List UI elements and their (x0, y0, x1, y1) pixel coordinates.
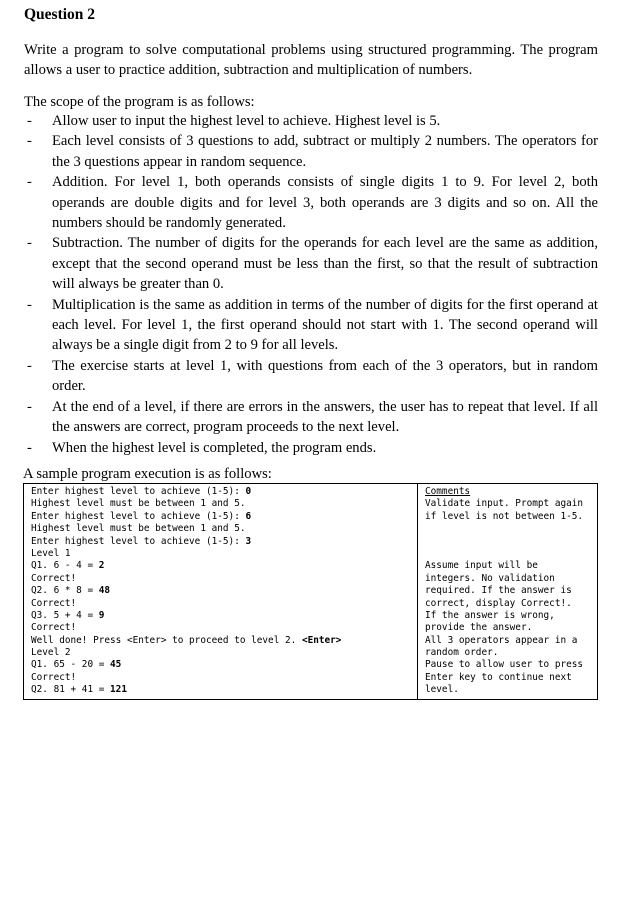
user-input: 6 (245, 510, 252, 522)
scope-item-text: Addition. For level 1, both operands consists of single digits 1 to 9. For level 2, both operands are double digits and for level 3, both operands are 3 digits and so on. All the numbers should be randomly generated. (52, 174, 598, 232)
user-input: 121 (110, 684, 127, 696)
bullet-dash: - (27, 235, 32, 252)
user-input: 2 (98, 560, 105, 572)
bullet-dash: - (27, 113, 32, 129)
scope-item (24, 356, 598, 397)
comment-line: Validate input. Prompt again (425, 498, 584, 510)
scope-item-text: Multiplication is the same as addition in terms of the number of digits for the first operand at each level. For level 1, the first operand should not start with 1. The second operand will always be a single digit from 2 to 9 for all levels. (52, 296, 598, 354)
comment-line: If the answer is wrong, (425, 609, 555, 621)
user-input: 45 (110, 659, 122, 671)
bullet-dash: - (27, 357, 32, 374)
scope-heading: The scope of the program is as follows: (24, 94, 255, 110)
user-input: 9 (98, 609, 105, 621)
scope-item (24, 131, 598, 172)
scope-item-text: Each level consists of 3 questions to add, subtract or multiply 2 numbers. The operators for the 3 questions appear in random sequence. (52, 133, 598, 170)
comment-spacer (425, 523, 597, 560)
comment-line: Pause to allow user to press (425, 659, 584, 671)
output-line: Correct! (31, 622, 77, 634)
scope-item (24, 438, 598, 458)
output-line: Q3. 5 + 4 = 9 (31, 609, 105, 621)
scope-item (24, 397, 598, 438)
scope-item-text: Allow user to input the highest level to achieve. Highest level is 5. (52, 113, 441, 129)
scope-item (24, 111, 598, 131)
comments-column (425, 486, 597, 697)
program-output-column (31, 486, 415, 697)
output-line: Enter highest level to achieve (1-5): 0 (31, 486, 252, 497)
scope-list (24, 111, 598, 458)
comment-line: required. If the answer is (425, 585, 572, 597)
output-line: Q2. 6 * 8 = 48 (31, 585, 111, 597)
bullet-dash: - (27, 133, 32, 150)
user-input: 0 (245, 486, 252, 497)
comment-line: correct, display Correct!. (425, 597, 572, 609)
output-line: Q2. 81 + 41 = 121 (31, 684, 127, 696)
comment-line: random order. (425, 647, 499, 659)
user-input: 48 (98, 585, 111, 597)
comment-line: Enter key to continue next (425, 671, 572, 683)
question-title: Question 2 (24, 6, 96, 23)
scope-item (24, 233, 598, 294)
comment-line: level. (425, 684, 459, 696)
comment-line: integers. No validation (425, 572, 555, 584)
sample-execution-table (23, 483, 598, 700)
output-line: Level 2 (31, 647, 71, 659)
scope-item-text: At the end of a level, if there are errors in the answers, the user has to repeat that level. If all the answers are correct, program proceeds to the next level. (52, 398, 598, 436)
comments-heading: Comments (425, 486, 471, 497)
bullet-dash: - (27, 174, 32, 191)
intro-paragraph: Write a program to solve computational problems using structured programming. The program allows a user to practice addition, subtraction and multiplication of numbers. (24, 42, 598, 79)
bullet-dash: - (27, 439, 32, 456)
comment-line: provide the answer. (425, 622, 533, 634)
scope-item-text: Subtraction. The number of digits for the operands for each level are the same as addition, except that the second operand must be less than the first, so that the result of subtraction will always be greater than 0. (52, 235, 598, 293)
output-line: Enter highest level to achieve (1-5): 3 (31, 535, 252, 547)
output-line: Well done! Press <Enter> to proceed to level 2. <Enter> (31, 634, 342, 646)
scope-item-text: When the highest level is completed, the program ends. (52, 439, 377, 456)
bullet-dash: - (27, 398, 32, 415)
comment-line: All 3 operators appear in a (425, 634, 578, 646)
sample-label: A sample program execution is as follows: (23, 466, 272, 482)
scope-item (24, 295, 598, 356)
output-line: Highest level must be between 1 and 5. (31, 523, 246, 535)
user-input: 3 (245, 535, 252, 547)
output-line: Q1. 6 - 4 = 2 (31, 560, 105, 572)
output-line: Enter highest level to achieve (1-5): 6 (31, 510, 252, 522)
column-divider (417, 484, 418, 699)
comment-line: if level is not between 1-5. (425, 510, 584, 522)
output-line: Highest level must be between 1 and 5. (31, 498, 246, 510)
output-line: Correct! (31, 597, 77, 609)
output-line: Correct! (31, 572, 77, 584)
bullet-dash: - (27, 296, 32, 313)
output-line: Correct! (31, 671, 77, 683)
scope-item-text: The exercise starts at level 1, with questions from each of the 3 operators, but in random order. (52, 357, 598, 395)
user-input: <Enter> (301, 634, 342, 646)
comment-line: Assume input will be (425, 560, 538, 572)
output-line: Q1. 65 - 20 = 45 (31, 659, 122, 671)
scope-item (24, 172, 598, 233)
output-line: Level 1 (31, 547, 71, 559)
